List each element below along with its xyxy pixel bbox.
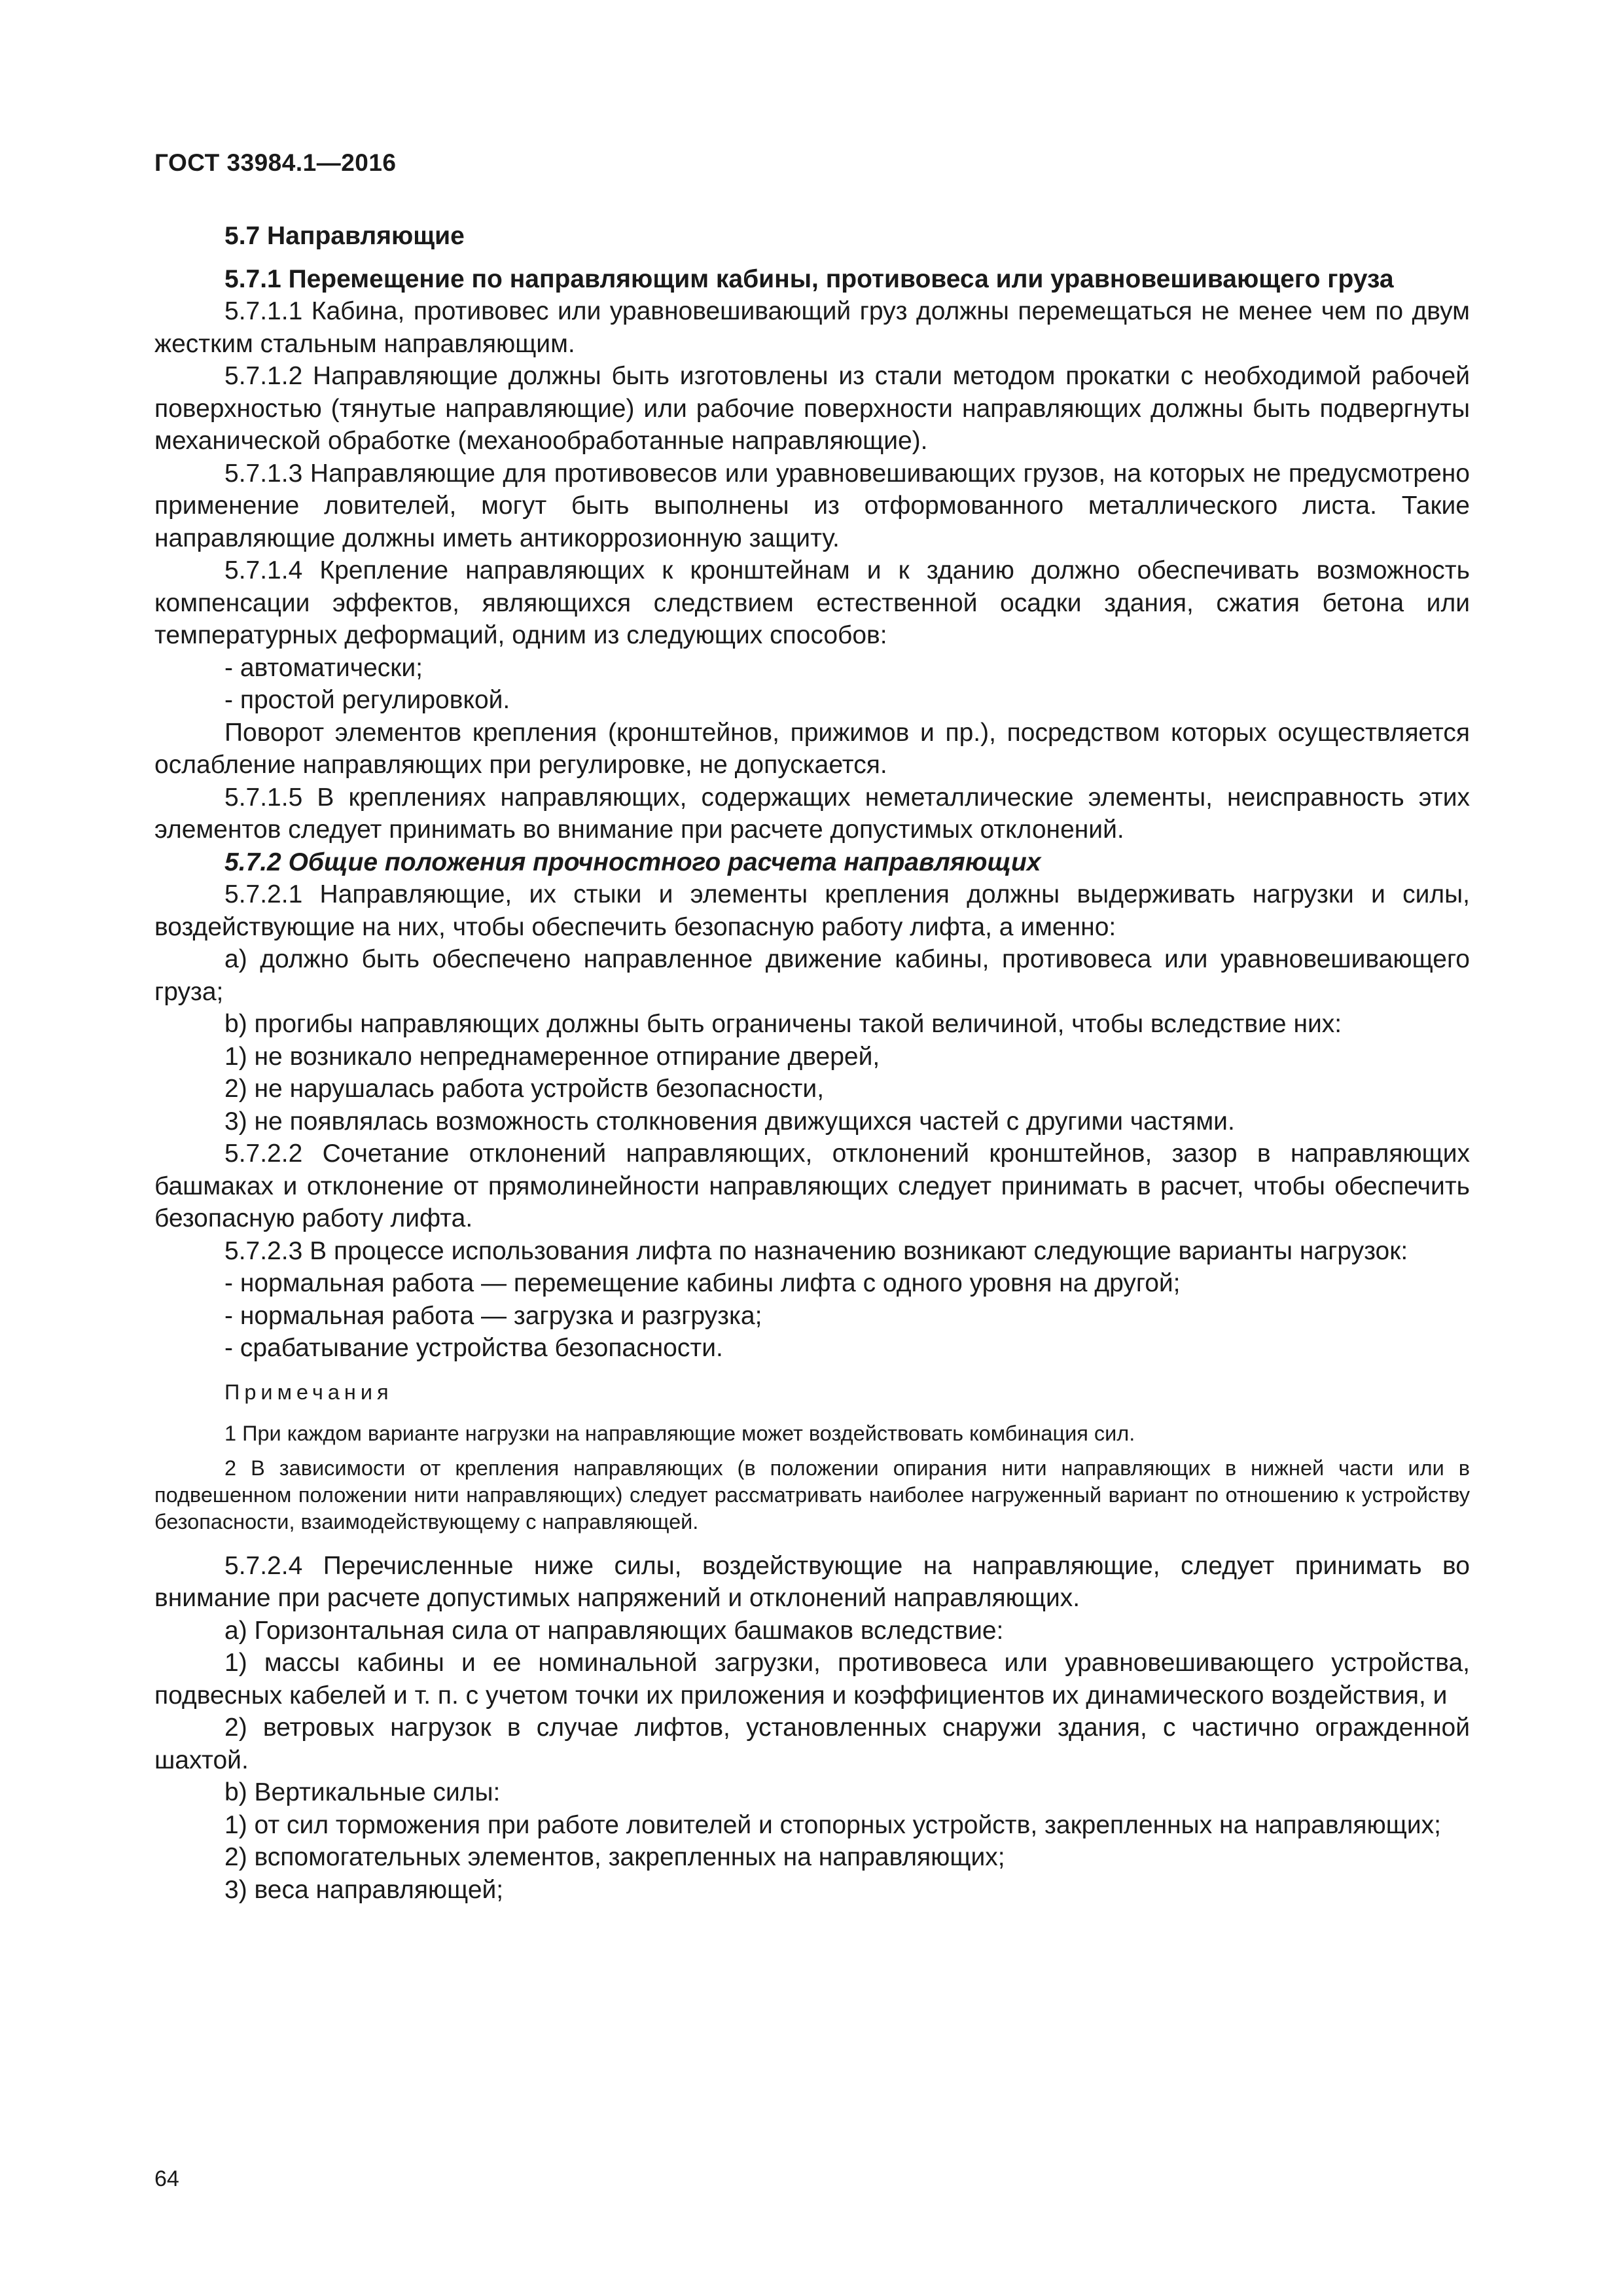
list-item: 1) не возникало непреднамеренное отпирание дверей, xyxy=(224,1042,880,1071)
paragraph-5-7-2-4-a: а) Горизонтальная сила от направляющих башмаков вследствие: xyxy=(224,1616,1004,1645)
paragraph-5-7-2-4-a-1: 1) массы кабины и ее номинальной загрузки, противовеса или уравновешивающего устройства, подвесных кабелей и т. п. с учетом точки их приложения и коэффициентов их динамического воздействия, и xyxy=(154,1649,1470,1710)
paragraph-5-7-1-5: 5.7.1.5 В креплениях направляющих, содержащих неметаллические элементы, неисправность этих элементов следует принимать во внимание при расчете допустимых отклонений. xyxy=(154,783,1470,844)
paragraph-5-7-2-3: 5.7.2.3 В процессе использования лифта по назначению возникают следующие варианты нагрузок: xyxy=(224,1236,1408,1265)
list-item: 2) не нарушалась работа устройств безопасности, xyxy=(224,1075,825,1103)
list-item: - автоматически; xyxy=(224,653,423,682)
paragraph-5-7-1-2: 5.7.1.2 Направляющие должны быть изготовлены из стали методом прокатки с необходимой рабочей поверхностью (тянутые направляющие) или рабочие поверхности направляющих должны быть подвергнуты механической обработке (механообработанные направляющие). xyxy=(154,362,1470,455)
main-text xyxy=(154,220,1470,1906)
notes-block xyxy=(154,1379,1470,1535)
notes-title: Примечания xyxy=(224,1380,393,1404)
list-item: - нормальная работа — загрузка и разгрузка; xyxy=(224,1301,762,1330)
paragraph-5-7-2-4-b-1: 1) от сил торможения при работе ловителей и стопорных устройств, закрепленных на направляющих; xyxy=(224,1810,1441,1839)
document-code-header: ГОСТ 33984.1—2016 xyxy=(154,149,397,176)
list-item: - нормальная работа — перемещение кабины лифта с одного уровня на другой; xyxy=(224,1269,1181,1297)
paragraph-5-7-1-4-continued: Поворот элементов крепления (кронштейнов, прижимов и пр.), посредством которых осуществляется ослабление направляющих при регулировке, не допускается. xyxy=(154,718,1470,779)
paragraph-5-7-2-4-b: b) Вертикальные силы: xyxy=(224,1778,501,1806)
paragraph-5-7-2-1-b: b) прогибы направляющих должны быть ограничены такой величиной, чтобы вследствие них: xyxy=(224,1010,1342,1038)
paragraph-5-7-2-4-b-3: 3) веса направляющей; xyxy=(224,1875,504,1904)
paragraph-5-7-2-2: 5.7.2.2 Сочетание отклонений направляющих, отклонений кронштейнов, зазор в направляющих башмаках и отклонение от прямолинейности направляющих следует принимать в расчет, чтобы обеспечить безопасную работу лифта. xyxy=(154,1139,1470,1232)
section-title: 5.7 Направляющие xyxy=(224,222,465,250)
paragraph-5-7-1-1: 5.7.1.1 Кабина, противовес или уравновешивающий груз должны перемещаться не менее чем по двум жестким стальным направляющим. xyxy=(154,297,1470,358)
list-item: 3) не появлялась возможность столкновения движущихся частей с другими частями. xyxy=(224,1107,1235,1136)
note-2: 2 В зависимости от крепления направляющих (в положении опирания нити направляющих в нижней части или в подвешенном положении нити направляющих) следует рассматривать наиболее нагруженный вариант по отношению к устройству безопасности, взаимодействующему с направляющей. xyxy=(154,1456,1470,1534)
subsection-title-5-7-2: 5.7.2 Общие положения прочностного расчета направляющих xyxy=(224,848,1041,876)
paragraph-5-7-1-4: 5.7.1.4 Крепление направляющих к кронштейнам и к зданию должно обеспечивать возможность компенсации эффектов, являющихся следствием естественной осадки здания, сжатия бетона или температурных деформаций, одним из следующих способов: xyxy=(154,556,1470,649)
paragraph-5-7-2-1: 5.7.2.1 Направляющие, их стыки и элементы крепления должны выдерживать нагрузки и силы, воздействующие на них, чтобы обеспечить безопасную работу лифта, а именно: xyxy=(154,880,1470,941)
page-number: 64 xyxy=(154,2166,179,2191)
paragraph-5-7-1-3: 5.7.1.3 Направляющие для противовесов или уравновешивающих грузов, на которых не предусмотрено применение ловителей, могут быть выполнены из отформованного металлического листа. Такие направляющие должны иметь антикоррозионную защиту. xyxy=(154,459,1470,552)
paragraph-5-7-2-4-a-2: 2) ветровых нагрузок в случае лифтов, установленных снаружи здания, с частично огражденной шахтой. xyxy=(154,1713,1470,1774)
paragraph-5-7-2-4: 5.7.2.4 Перечисленные ниже силы, воздействующие на направляющие, следует принимать во внимание при расчете допустимых напряжений и отклонений направляющих. xyxy=(154,1551,1470,1612)
note-1: 1 При каждом варианте нагрузки на направляющие может воздействовать комбинация сил. xyxy=(224,1421,1135,1445)
subsection-title-5-7-1: 5.7.1 Перемещение по направляющим кабины, противовеса или уравновешивающего груза xyxy=(224,264,1394,293)
list-item: - простой регулировкой. xyxy=(224,686,510,714)
paragraph-5-7-2-1-a: а) должно быть обеспечено направленное движение кабины, противовеса или уравновешивающего груза; xyxy=(154,945,1470,1006)
paragraph-5-7-2-4-b-2: 2) вспомогательных элементов, закрепленных на направляющих; xyxy=(224,1843,1005,1871)
list-item: - срабатывание устройства безопасности. xyxy=(224,1334,723,1362)
